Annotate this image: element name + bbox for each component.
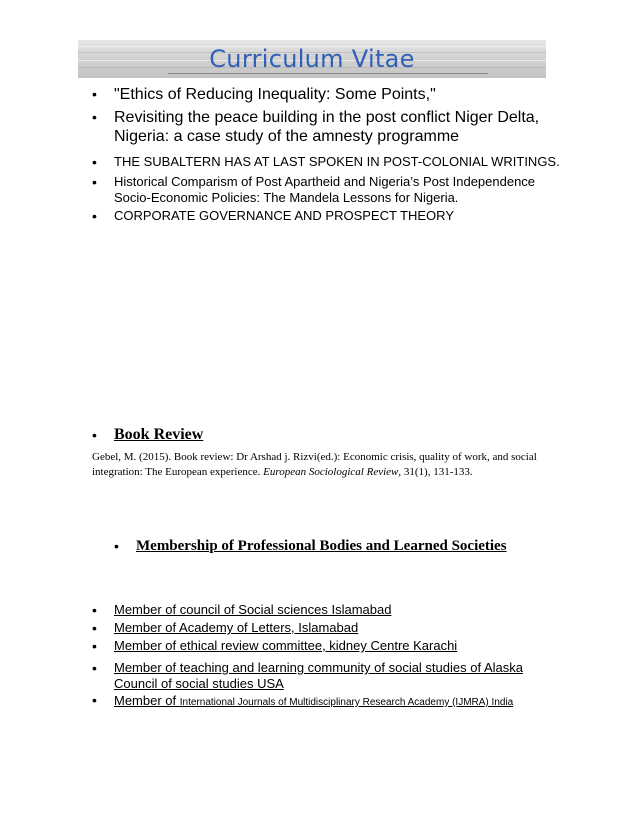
book-review-heading: Book Review	[114, 426, 204, 443]
publication-title: CORPORATE GOVERNANCE AND PROSPECT THEORY	[114, 208, 454, 223]
list-item	[92, 174, 562, 206]
publications-list	[92, 85, 562, 224]
bullet-icon: •	[92, 154, 97, 170]
membership-item-prefix: Member of	[114, 693, 180, 708]
bullet-icon: •	[92, 86, 97, 102]
list-item	[92, 602, 562, 618]
membership-list	[92, 602, 562, 709]
list-item	[92, 660, 562, 692]
title-underline	[168, 73, 488, 74]
list-item	[92, 694, 562, 709]
list-item	[92, 85, 562, 104]
bullet-icon: •	[114, 538, 119, 554]
bullet-icon: •	[92, 208, 97, 224]
membership-heading: Membership of Professional Bodies and Learned Societies	[136, 538, 507, 554]
bullet-icon: •	[92, 174, 97, 190]
list-item	[92, 108, 562, 146]
membership-heading-section	[114, 537, 554, 555]
membership-item: Member of teaching and learning community of social studies of Alaska Council of social studies USA	[114, 660, 523, 691]
membership-item: Member of ethical review committee, kidney Centre Karachi	[114, 638, 458, 653]
bullet-icon: •	[92, 692, 97, 708]
list-item	[114, 537, 554, 555]
list-item	[92, 154, 562, 170]
membership-item: Member of council of Social sciences Islamabad	[114, 602, 392, 617]
list-item	[92, 620, 562, 636]
membership-item: Member of Academy of Letters, Islamabad	[114, 620, 359, 635]
publication-title: Historical Comparism of Post Apartheid and Nigeria’s Post Independence Socio-Economic Policies: The Mandela Lessons for Nigeria.	[114, 174, 536, 205]
bullet-icon: •	[92, 638, 97, 654]
publication-title: THE SUBALTERN HAS AT LAST SPOKEN IN POST-COLONIAL WRITINGS.	[114, 154, 560, 169]
header-banner	[78, 40, 546, 78]
citation-volume: , 31(1), 131-133.	[398, 466, 473, 478]
book-review-citation	[92, 450, 562, 480]
list-item	[92, 426, 562, 444]
bullet-icon: •	[92, 660, 97, 676]
bullet-icon: •	[92, 427, 97, 443]
citation-journal: European Sociological Review	[263, 466, 399, 478]
list-item	[92, 208, 562, 224]
list-item	[92, 638, 562, 654]
membership-item: International Journals of Multidisciplinary Research Academy (IJMRA) India	[179, 697, 514, 708]
publication-title: "Ethics of Reducing Inequality: Some Points,"	[114, 86, 436, 103]
publication-title: Revisiting the peace building in the post conflict Niger Delta, Nigeria: a case study of the amnesty programme	[114, 109, 540, 145]
bullet-icon: •	[92, 620, 97, 636]
bullet-icon: •	[92, 602, 97, 618]
citation-text: Gebel, M. (2015). Book review: Dr Arshad j. Rizvi(ed.): Economic crisis, quality of work, and social integration: The European experience.	[92, 451, 537, 478]
page-title: Curriculum Vitae	[209, 45, 415, 73]
book-review-section	[92, 426, 562, 444]
bullet-icon: •	[92, 109, 97, 125]
